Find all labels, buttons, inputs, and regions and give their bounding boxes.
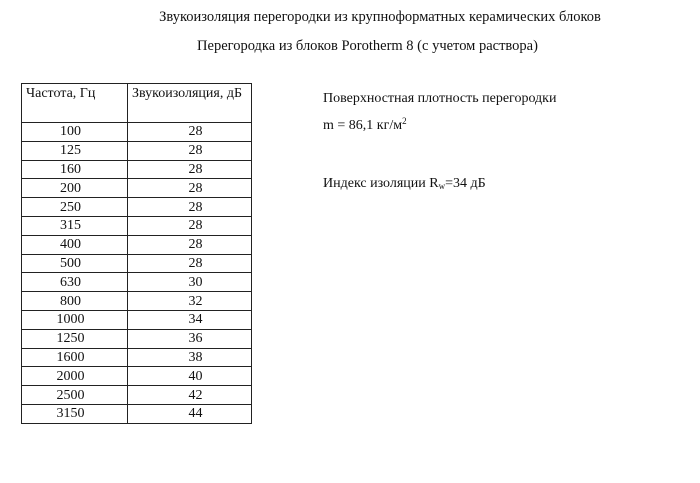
insulation-index-label: Индекс изоляции R [323, 176, 439, 191]
insulation-cell: 36 [128, 329, 252, 348]
sound-insulation-table [21, 83, 252, 424]
frequency-cell: 3150 [22, 404, 128, 423]
insulation-cell: 44 [128, 404, 252, 423]
insulation-cell: 32 [128, 292, 252, 311]
density-label: Поверхностная плотность перегородки [323, 91, 557, 106]
insulation-cell: 42 [128, 386, 252, 405]
table-row [22, 348, 252, 367]
insulation-cell: 28 [128, 179, 252, 198]
insulation-cell: 28 [128, 216, 252, 235]
insulation-cell: 34 [128, 310, 252, 329]
frequency-cell: 315 [22, 216, 128, 235]
insulation-cell: 28 [128, 254, 252, 273]
table-header-row [22, 84, 252, 123]
table-row [22, 310, 252, 329]
table-row [22, 367, 252, 386]
header-frequency: Частота, Гц [22, 84, 128, 123]
table-row [22, 292, 252, 311]
table-row [22, 179, 252, 198]
frequency-cell: 800 [22, 292, 128, 311]
table-row [22, 386, 252, 405]
header-insulation: Звукоизоляция, дБ [128, 84, 252, 123]
frequency-cell: 125 [22, 141, 128, 160]
table-row [22, 216, 252, 235]
insulation-cell: 40 [128, 367, 252, 386]
table-row [22, 273, 252, 292]
insulation-cell: 28 [128, 123, 252, 142]
frequency-cell: 100 [22, 123, 128, 142]
insulation-index-subscript: w [438, 181, 446, 191]
frequency-cell: 500 [22, 254, 128, 273]
insulation-cell: 30 [128, 273, 252, 292]
frequency-cell: 1000 [22, 310, 128, 329]
table-row [22, 160, 252, 179]
frequency-cell: 1600 [22, 348, 128, 367]
table-row [22, 123, 252, 142]
insulation-cell: 38 [128, 348, 252, 367]
table-row [22, 198, 252, 217]
density-value-text: m = 86,1 кг/м [323, 118, 403, 133]
frequency-cell: 630 [22, 273, 128, 292]
frequency-cell: 1250 [22, 329, 128, 348]
frequency-cell: 2500 [22, 386, 128, 405]
document-subtitle: Перегородка из блоков Porotherm 8 (с учетом раствора) [197, 38, 538, 54]
insulation-cell: 28 [128, 160, 252, 179]
table-row [22, 254, 252, 273]
table-row [22, 329, 252, 348]
document-title: Звукоизоляция перегородки из крупноформатных керамических блоков [159, 9, 601, 25]
insulation-index [323, 176, 486, 192]
density-unit-exponent: 2 [402, 116, 407, 126]
table-row [22, 235, 252, 254]
table-row [22, 404, 252, 423]
insulation-cell: 28 [128, 198, 252, 217]
frequency-cell: 200 [22, 179, 128, 198]
insulation-cell: 28 [128, 141, 252, 160]
frequency-cell: 2000 [22, 367, 128, 386]
frequency-cell: 400 [22, 235, 128, 254]
insulation-index-value: =34 дБ [445, 176, 486, 191]
density-value [323, 116, 407, 134]
insulation-cell: 28 [128, 235, 252, 254]
frequency-cell: 250 [22, 198, 128, 217]
frequency-cell: 160 [22, 160, 128, 179]
table-row [22, 141, 252, 160]
